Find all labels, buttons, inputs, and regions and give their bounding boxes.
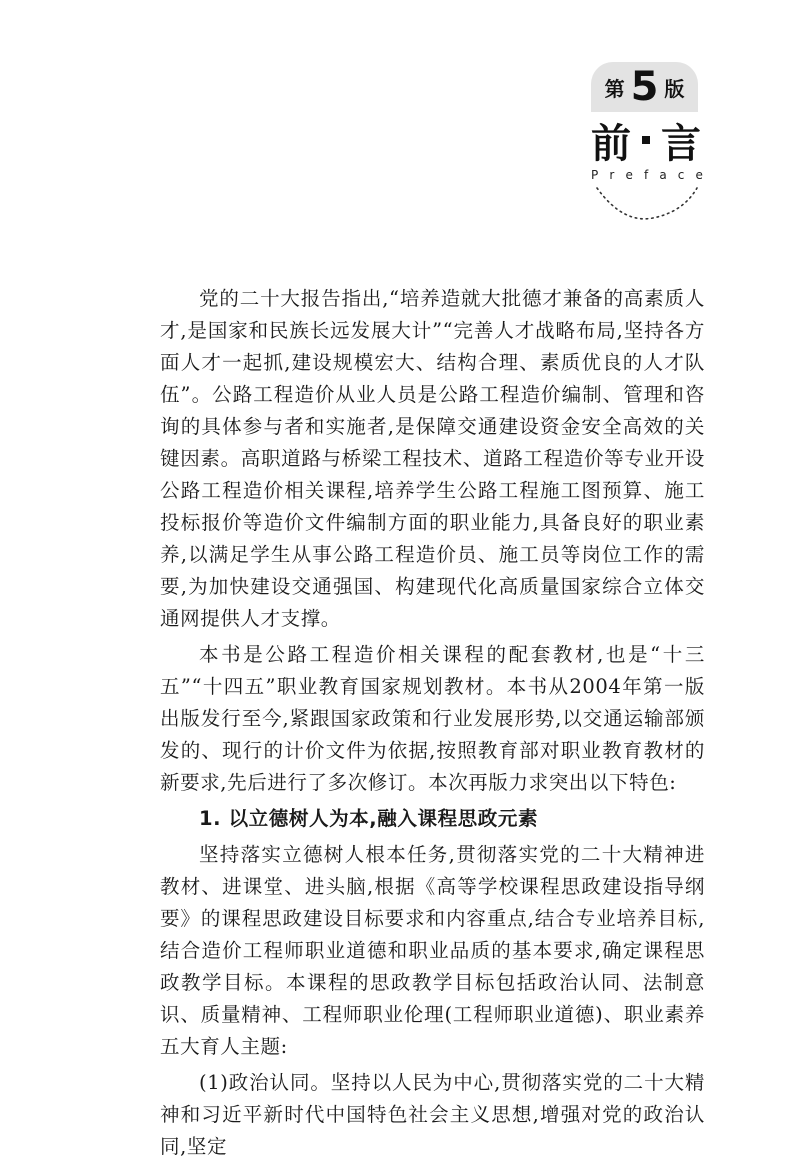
subtitle-letter: e [695, 168, 703, 182]
paragraph: 党的二十大报告指出,“培养造就大批德才兼备的高素质人才,是国家和民族长远发展大计”“完善人才战略布局,坚持各方面人才一起抓,建设规模宏大、结构合理、素质优良的人才队伍”。公路工程造价从业人员是公路工程造价编制、管理和咨询的具体参与者和实施者,是保障交通建设资金安全高效的关键因素。高职道路与桥梁工程技术、道路工程造价等专业开设公路工程造价相关课程,培养学生公路工程施工图预算、施工投标报价等造价文件编制方面的职业能力,具备良好的职业素养,以满足学生从事公路工程造价员、施工员等岗位工作的需要,为加快建设交通强国、构建现代化高质量国家综合立体交通网提供人才支撑。 [160, 287, 705, 630]
paragraph: 坚持落实立德树人根本任务,贯彻落实党的二十大精神进教材、进课堂、进头脑,根据《高等学校课程思政建设指导纲要》的课程思政建设目标要求和内容重点,结合专业培养目标,结合造价工程师职业道德和职业品质的基本要求,确定课程思政教学目标。本课程的思政教学目标包括政治认同、法制意识、质量精神、工程师职业伦理(工程师职业道德)、职业素养五大育人主题: [160, 843, 705, 1058]
subtitle-letter: P [591, 168, 599, 182]
edition-badge [591, 62, 698, 112]
edition-suffix: 版 [664, 76, 685, 101]
edition-prefix: 第 [604, 76, 625, 101]
title-separator-dot [642, 136, 650, 144]
page-title [591, 114, 701, 166]
subtitle-letter: c [677, 168, 685, 182]
edition-number: 5 [630, 64, 659, 110]
subtitle-letter: r [609, 168, 615, 182]
paragraph: 本书是公路工程造价相关课程的配套教材,也是“十三五”“十四五”职业教育国家规划教材。本书从2004年第一版出版发行至今,紧跟国家政策和行业发展形势,以交通运输部颁发的、现行的计价文件为依据,按照教育部对职业教育教材的新要求,先后进行了多次修订。本次再版力求突出以下特色: [160, 643, 705, 794]
paragraph: (1)政治认同。坚持以人民为中心,贯彻落实党的二十大精神和习近平新时代中国特色社会主义思想,增强对党的政治认同,坚定 [160, 1071, 705, 1158]
page-subtitle [591, 168, 703, 182]
preface-body [160, 283, 705, 1167]
subtitle-letter: e [625, 168, 633, 182]
section-heading: 1. 以立德树人为本,融入课程思政元素 [199, 807, 539, 830]
decorative-dotted-arc [593, 184, 703, 224]
subtitle-letter: a [659, 168, 667, 182]
title-char-right: 言 [661, 120, 701, 167]
title-char-left: 前 [591, 120, 631, 167]
subtitle-letter: f [643, 168, 649, 182]
